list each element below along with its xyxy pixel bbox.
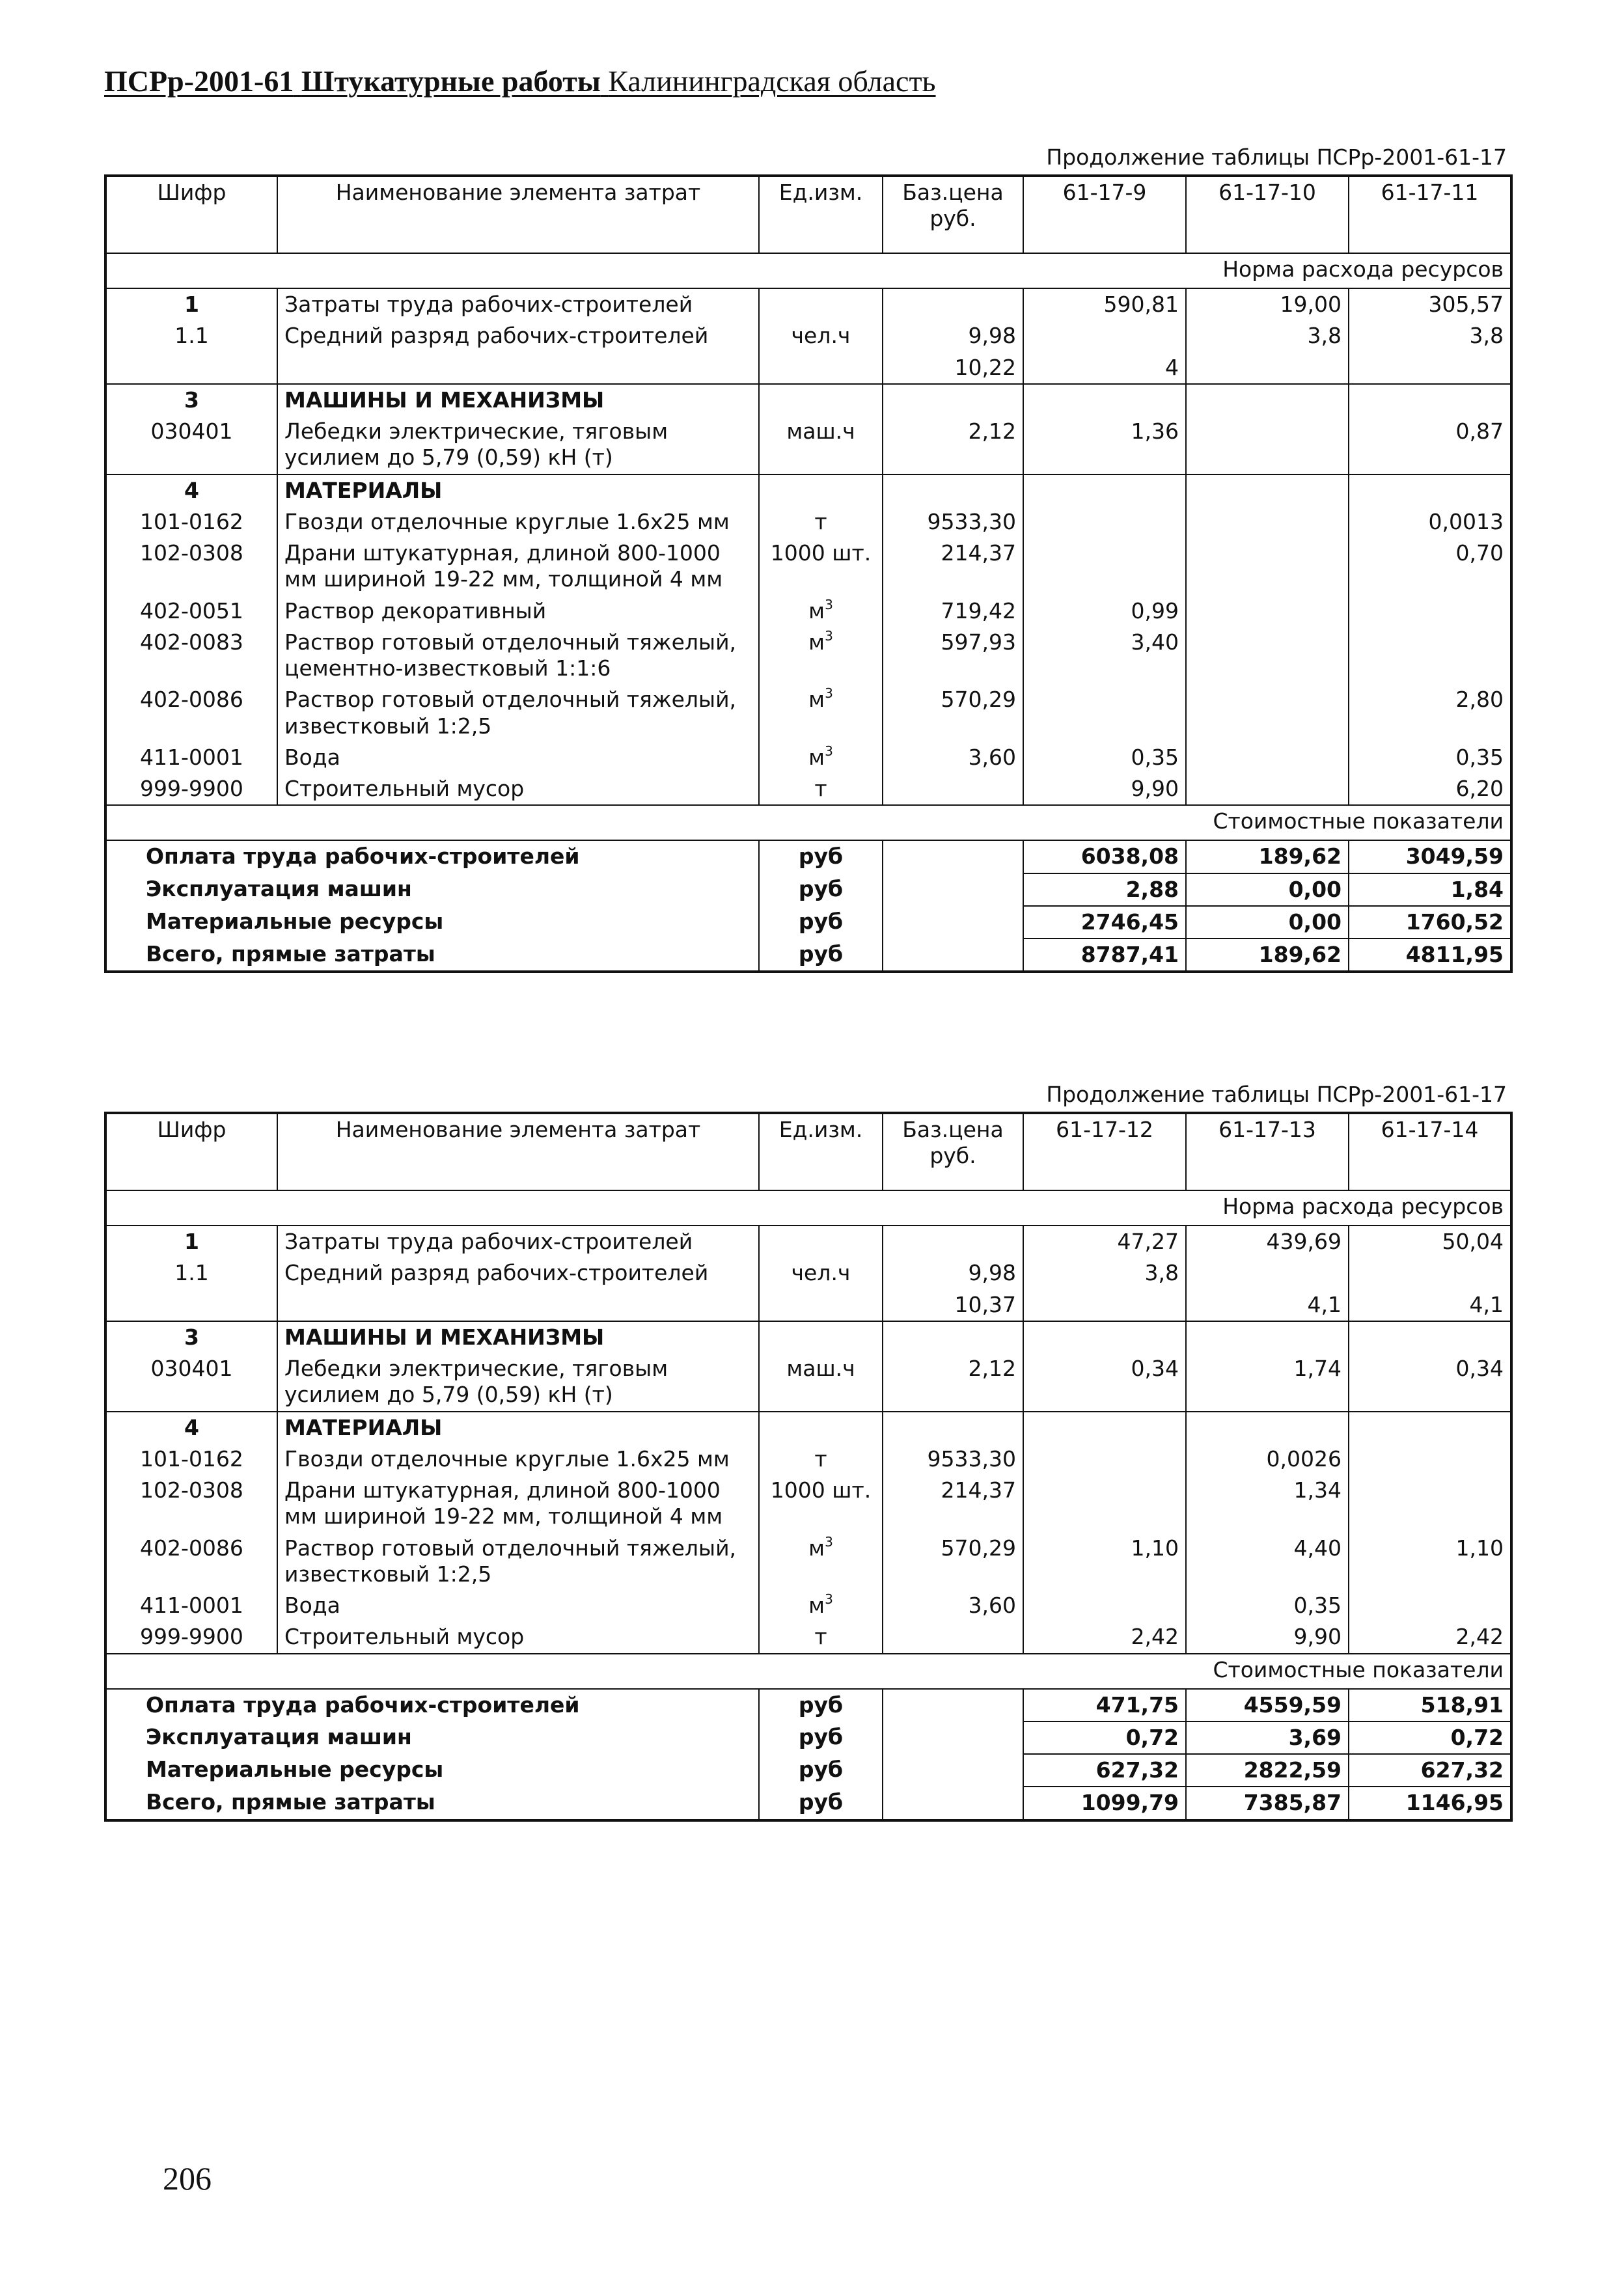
row-code: 030401: [105, 416, 277, 474]
norm-value-cell: [1349, 627, 1511, 685]
cost-value-cell: 2746,45: [1023, 906, 1186, 939]
norm-value-cell: 1,10: [1023, 1533, 1186, 1591]
norm-label-row: [105, 253, 1511, 288]
row-name: Лебедки электрические, тяговым усилием до 5,79 (0,59) кН (т): [277, 416, 759, 474]
cost-unit: руб: [759, 1721, 883, 1754]
norm-value-cell: [1349, 1257, 1511, 1289]
row-name: Гвозди отделочные круглые 1.6х25 мм: [277, 506, 759, 538]
norm-value-cell: 1,36: [1023, 416, 1186, 474]
unit-cell: $м^3$: [759, 627, 883, 685]
cost-value-cell: 0,00: [1186, 873, 1349, 906]
norm-value-cell: [1186, 538, 1349, 596]
resource-row: [105, 1444, 1511, 1475]
row-code: 101-0162: [105, 506, 277, 538]
col-header-norm: 61-17-14: [1349, 1113, 1511, 1190]
cost-label: Стоимостные показатели: [1186, 1654, 1511, 1689]
unit-cell: 1000 шт.: [759, 538, 883, 596]
norm-value-cell: [1023, 320, 1186, 351]
norm-value-cell: 4,40: [1186, 1533, 1349, 1591]
norm-value-cell: 6,20: [1349, 773, 1511, 805]
unit-cell: $м^3$: [759, 1533, 883, 1591]
norm-value-cell: 9,90: [1023, 773, 1186, 805]
norm-value-cell: [1186, 416, 1349, 474]
row-name: Раствор декоративный: [277, 596, 759, 627]
norm-value-cell: [1349, 1590, 1511, 1621]
section-code: 3: [105, 384, 277, 416]
resource-row: [105, 596, 1511, 627]
cost-value-cell: 627,32: [1349, 1754, 1511, 1787]
row-code: 1: [105, 288, 277, 320]
table-caption-1: Продолжение таблицы ПСРр-2001-61-17: [1046, 144, 1507, 170]
row-name: Строительный мусор: [277, 773, 759, 805]
cost-value-cell: 1760,52: [1349, 906, 1511, 939]
cost-name: Эксплуатация машин: [105, 873, 759, 906]
col-header-unit: Ед.изм.: [759, 1113, 883, 1190]
row-name: Гвозди отделочные круглые 1.6х25 мм: [277, 1444, 759, 1475]
col-header-norm: 61-17-13: [1186, 1113, 1349, 1190]
price-cell: 9,98: [883, 1257, 1023, 1289]
cost-row: [105, 1689, 1511, 1721]
row-code: 402-0083: [105, 627, 277, 685]
norm-value-cell: [1186, 1257, 1349, 1289]
cost-value-cell: 0,00: [1186, 906, 1349, 939]
table-header-row: [105, 1113, 1511, 1190]
unit-cell: $м^3$: [759, 742, 883, 773]
row-name: Вода: [277, 742, 759, 773]
col-header-norm: 61-17-12: [1023, 1113, 1186, 1190]
norm-value-cell: [1186, 773, 1349, 805]
resource-row: [105, 684, 1511, 742]
col-header-code: Шифр: [105, 176, 277, 253]
price-cell: 214,37: [883, 538, 1023, 596]
norm-value-cell: 1,10: [1349, 1533, 1511, 1591]
norm-value-cell: 0,87: [1349, 416, 1511, 474]
cost-value-cell: 1099,79: [1023, 1787, 1186, 1820]
norm-label-row: [105, 1190, 1511, 1226]
cost-value-cell: 6038,08: [1023, 840, 1186, 873]
norm-value-cell: 47,27: [1023, 1226, 1186, 1257]
price-cell: 570,29: [883, 1533, 1023, 1591]
row-code: 999-9900: [105, 773, 277, 805]
resource-row: [105, 1533, 1511, 1591]
norm-value-cell: 0,34: [1349, 1353, 1511, 1412]
section-title: МАШИНЫ И МЕХАНИЗМЫ: [277, 1321, 759, 1353]
cost-value-cell: 2822,59: [1186, 1754, 1349, 1787]
col-header-price: Баз.цена руб.: [883, 176, 1023, 253]
labor-row: [105, 1226, 1511, 1257]
row-name: Раствор готовый отделочный тяжелый, цементно-известковый 1:1:6: [277, 627, 759, 685]
resource-row: [105, 506, 1511, 538]
norm-value-cell: 0,99: [1023, 596, 1186, 627]
norm-value-cell: [1023, 1475, 1186, 1533]
cost-value-cell: 3,69: [1186, 1721, 1349, 1754]
unit-cell: $м^3$: [759, 684, 883, 742]
norm-value-cell: [1186, 352, 1349, 384]
table-header-row: [105, 176, 1511, 253]
grade-row-2: [105, 1289, 1511, 1321]
cost-value-cell: 1,84: [1349, 873, 1511, 906]
cost-row: [105, 1787, 1511, 1820]
row-code: 999-9900: [105, 1621, 277, 1653]
norm-value-cell: 590,81: [1023, 288, 1186, 320]
cost-row: [105, 840, 1511, 873]
section-code: 3: [105, 1321, 277, 1353]
norm-label: Норма расхода ресурсов: [1186, 253, 1511, 288]
cost-row: [105, 873, 1511, 906]
norm-value-cell: 2,80: [1349, 684, 1511, 742]
unit-cell: маш.ч: [759, 416, 883, 474]
norm-value-cell: 0,70: [1349, 538, 1511, 596]
norm-value-cell: 9,90: [1186, 1621, 1349, 1653]
price-cell: 10,37: [883, 1289, 1023, 1321]
price-cell: 2,12: [883, 1353, 1023, 1412]
section-row-materials: [105, 1412, 1511, 1444]
row-code: 030401: [105, 1353, 277, 1412]
norm-value-cell: [1023, 538, 1186, 596]
resource-row: [105, 1621, 1511, 1653]
col-header-name: Наименование элемента затрат: [277, 1113, 759, 1190]
norm-value-cell: 0,35: [1023, 742, 1186, 773]
norm-value-cell: 1,74: [1186, 1353, 1349, 1412]
norm-value-cell: 1,34: [1186, 1475, 1349, 1533]
cost-value-cell: 0,72: [1023, 1721, 1186, 1754]
price-cell: 2,12: [883, 416, 1023, 474]
cost-value-cell: 4811,95: [1349, 939, 1511, 972]
col-header-norm: 61-17-10: [1186, 176, 1349, 253]
unit-cell: чел.ч: [759, 1257, 883, 1289]
section-code: 4: [105, 1412, 277, 1444]
cost-unit: руб: [759, 939, 883, 972]
cost-row: [105, 939, 1511, 972]
cost-value-cell: 189,62: [1186, 840, 1349, 873]
price-cell: [883, 773, 1023, 805]
price-cell: 3,60: [883, 1590, 1023, 1621]
cost-name: Материальные ресурсы: [105, 1754, 759, 1787]
cost-value-cell: 471,75: [1023, 1689, 1186, 1721]
norm-value-cell: [1349, 596, 1511, 627]
row-code: 411-0001: [105, 1590, 277, 1621]
row-name: Затраты труда рабочих-строителей: [277, 288, 759, 320]
cost-name: Всего, прямые затраты: [105, 939, 759, 972]
norm-value-cell: 0,35: [1186, 1590, 1349, 1621]
cost-value-cell: 3049,59: [1349, 840, 1511, 873]
col-header-norm: 61-17-11: [1349, 176, 1511, 253]
row-code: 101-0162: [105, 1444, 277, 1475]
norm-value-cell: 0,0026: [1186, 1444, 1349, 1475]
norm-value-cell: 2,42: [1349, 1621, 1511, 1653]
norm-value-cell: 3,8: [1186, 320, 1349, 351]
grade-row: [105, 1257, 1511, 1289]
norm-value-cell: [1186, 684, 1349, 742]
section-title: МАТЕРИАЛЫ: [277, 1412, 759, 1444]
row-name: Средний разряд рабочих-строителей: [277, 1257, 759, 1289]
norm-value-cell: 19,00: [1186, 288, 1349, 320]
norm-value-cell: 4,1: [1349, 1289, 1511, 1321]
price-cell: 570,29: [883, 684, 1023, 742]
unit-cell: $м^3$: [759, 1590, 883, 1621]
col-header-norm: 61-17-9: [1023, 176, 1186, 253]
grade-row-2: [105, 352, 1511, 384]
cost-name: Оплата труда рабочих-строителей: [105, 840, 759, 873]
norm-value-cell: 2,42: [1023, 1621, 1186, 1653]
resource-row: [105, 742, 1511, 773]
norm-value-cell: [1186, 596, 1349, 627]
unit-cell: $м^3$: [759, 596, 883, 627]
norm-value-cell: [1349, 1444, 1511, 1475]
norm-value-cell: [1349, 1475, 1511, 1533]
norm-value-cell: 4,1: [1186, 1289, 1349, 1321]
norm-value-cell: 439,69: [1186, 1226, 1349, 1257]
cost-value-cell: 7385,87: [1186, 1787, 1349, 1820]
row-code: 1.1: [105, 320, 277, 351]
price-cell: 214,37: [883, 1475, 1023, 1533]
row-name: Строительный мусор: [277, 1621, 759, 1653]
row-name: Раствор готовый отделочный тяжелый, известковый 1:2,5: [277, 1533, 759, 1591]
header-title: Штукатурные работы: [301, 64, 601, 98]
row-code: 402-0051: [105, 596, 277, 627]
row-code: 402-0086: [105, 684, 277, 742]
row-code: 102-0308: [105, 1475, 277, 1533]
resource-row: [105, 538, 1511, 596]
grade-row: [105, 320, 1511, 351]
cost-row: [105, 1754, 1511, 1787]
unit-cell: т: [759, 1444, 883, 1475]
cost-value-cell: 0,72: [1349, 1721, 1511, 1754]
norm-label: Норма расхода ресурсов: [1186, 1190, 1511, 1226]
col-header-name: Наименование элемента затрат: [277, 176, 759, 253]
cost-unit: руб: [759, 1754, 883, 1787]
cost-name: Материальные ресурсы: [105, 906, 759, 939]
row-code: 102-0308: [105, 538, 277, 596]
price-cell: [883, 1621, 1023, 1653]
unit-cell: т: [759, 506, 883, 538]
norm-value-cell: 3,40: [1023, 627, 1186, 685]
norm-value-cell: 4: [1023, 352, 1186, 384]
norms-table-1: [104, 174, 1513, 973]
page-header: [104, 64, 936, 98]
labor-row: [105, 288, 1511, 320]
cost-value-cell: 627,32: [1023, 1754, 1186, 1787]
unit-cell: 1000 шт.: [759, 1475, 883, 1533]
price-cell: 9,98: [883, 320, 1023, 351]
resource-row: [105, 773, 1511, 805]
resource-row: [105, 416, 1511, 474]
price-cell: 10,22: [883, 352, 1023, 384]
resource-row: [105, 1590, 1511, 1621]
norm-value-cell: 0,34: [1023, 1353, 1186, 1412]
cost-value-cell: 518,91: [1349, 1689, 1511, 1721]
row-name: Лебедки электрические, тяговым усилием до 5,79 (0,59) кН (т): [277, 1353, 759, 1412]
norm-value-cell: 305,57: [1349, 288, 1511, 320]
cost-name: Эксплуатация машин: [105, 1721, 759, 1754]
row-code: 1: [105, 1226, 277, 1257]
norm-value-cell: [1186, 742, 1349, 773]
row-name: Затраты труда рабочих-строителей: [277, 1226, 759, 1257]
cost-name: Всего, прямые затраты: [105, 1787, 759, 1820]
cost-value-cell: 189,62: [1186, 939, 1349, 972]
row-name: Средний разряд рабочих-строителей: [277, 320, 759, 351]
section-title: МАТЕРИАЛЫ: [277, 474, 759, 506]
norm-value-cell: 0,0013: [1349, 506, 1511, 538]
unit-cell: т: [759, 1621, 883, 1653]
header-code: ПСРр-2001-61: [104, 64, 294, 98]
section-title: МАШИНЫ И МЕХАНИЗМЫ: [277, 384, 759, 416]
col-header-code: Шифр: [105, 1113, 277, 1190]
resource-row: [105, 1353, 1511, 1412]
norm-value-cell: 3,8: [1349, 320, 1511, 351]
row-name: Вода: [277, 1590, 759, 1621]
cost-value-cell: 2,88: [1023, 873, 1186, 906]
resource-row: [105, 1475, 1511, 1533]
cost-label: Стоимостные показатели: [1186, 805, 1511, 840]
norm-value-cell: [1186, 627, 1349, 685]
cost-unit: руб: [759, 1787, 883, 1820]
header-region: Калининградская область: [608, 64, 936, 98]
cost-unit: руб: [759, 906, 883, 939]
norm-value-cell: [1023, 1590, 1186, 1621]
row-name: Драни штукатурная, длиной 800-1000 мм шириной 19-22 мм, толщиной 4 мм: [277, 538, 759, 596]
cost-unit: руб: [759, 1689, 883, 1721]
section-code: 4: [105, 474, 277, 506]
unit-cell: маш.ч: [759, 1353, 883, 1412]
norm-value-cell: 3,8: [1023, 1257, 1186, 1289]
price-cell: 597,93: [883, 627, 1023, 685]
norm-value-cell: [1023, 1444, 1186, 1475]
row-name: Драни штукатурная, длиной 800-1000 мм шириной 19-22 мм, толщиной 4 мм: [277, 1475, 759, 1533]
norm-value-cell: [1349, 352, 1511, 384]
cost-value-cell: 1146,95: [1349, 1787, 1511, 1820]
norm-value-cell: [1023, 1289, 1186, 1321]
section-row-materials: [105, 474, 1511, 506]
cost-name: Оплата труда рабочих-строителей: [105, 1689, 759, 1721]
norms-table-2: [104, 1112, 1513, 1822]
section-row-machines: [105, 384, 1511, 416]
cost-label-row: [105, 1654, 1511, 1689]
page-number: 206: [163, 2160, 212, 2197]
norm-value-cell: [1023, 684, 1186, 742]
cost-value-cell: 4559,59: [1186, 1689, 1349, 1721]
cost-value-cell: 8787,41: [1023, 939, 1186, 972]
row-code: 411-0001: [105, 742, 277, 773]
norm-value-cell: [1186, 506, 1349, 538]
row-code: 1.1: [105, 1257, 277, 1289]
cost-row: [105, 906, 1511, 939]
cost-row: [105, 1721, 1511, 1754]
price-cell: 3,60: [883, 742, 1023, 773]
cost-unit: руб: [759, 873, 883, 906]
unit-cell: чел.ч: [759, 320, 883, 351]
table-caption-2: Продолжение таблицы ПСРр-2001-61-17: [1046, 1082, 1507, 1107]
section-row-machines: [105, 1321, 1511, 1353]
cost-label-row: [105, 805, 1511, 840]
row-code: 402-0086: [105, 1533, 277, 1591]
price-cell: 9533,30: [883, 1444, 1023, 1475]
cost-unit: руб: [759, 840, 883, 873]
norm-value-cell: [1023, 506, 1186, 538]
col-header-price: Баз.цена руб.: [883, 1113, 1023, 1190]
resource-row: [105, 627, 1511, 685]
row-name: Раствор готовый отделочный тяжелый, известковый 1:2,5: [277, 684, 759, 742]
col-header-unit: Ед.изм.: [759, 176, 883, 253]
norm-value-cell: 0,35: [1349, 742, 1511, 773]
price-cell: 9533,30: [883, 506, 1023, 538]
norm-value-cell: 50,04: [1349, 1226, 1511, 1257]
price-cell: 719,42: [883, 596, 1023, 627]
unit-cell: т: [759, 773, 883, 805]
